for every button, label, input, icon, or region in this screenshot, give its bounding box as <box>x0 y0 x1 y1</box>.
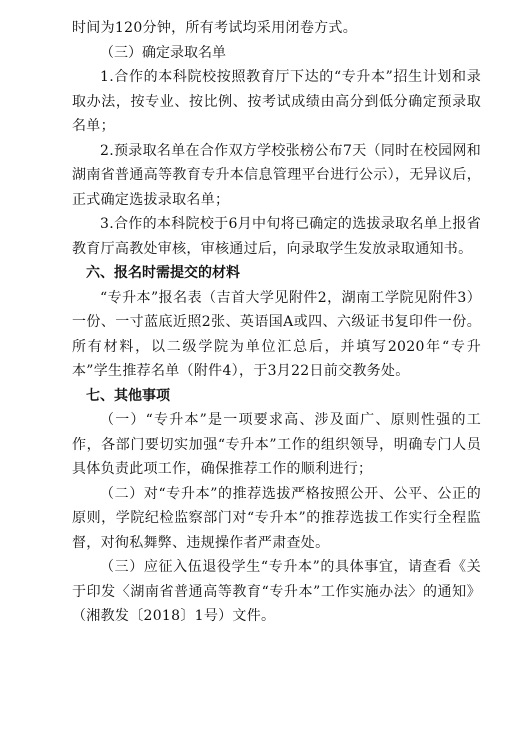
paragraph-admission-3: 3.合作的本科院校于6月中旬将已确定的选拔录取名单上报省教育厅高教处审核，审核通过后，向录取学生发放录取通知书。 <box>72 216 481 257</box>
paragraph-other-1: （一）“专升本”是一项要求高、涉及面广、原则性强的工作，各部门要切实加强“专升本”工作的组织领导，明确专门人员具体负责此项工作，确保推荐工作的顺利进行； <box>72 412 481 477</box>
paragraph-other-3: （三）应征入伍退役学生“专升本”的具体事宜，请查看《关于印发〈湖南省普通高等教育“专升本”工作实施办法〉的通知》（湘教发〔2018〕1号）文件。 <box>72 559 481 624</box>
heading-section-6: 六、报名时需提交的材料 <box>86 265 240 281</box>
paragraph-other-2: （二）对“专升本”的推荐选拔严格按照公开、公平、公正的原则，学院纪检监察部门对“专升本”的推荐选拔工作实行全程监督，对徇私舞弊、违规操作者严肃查处。 <box>72 485 481 551</box>
paragraph-admission-1: 1.合作的本科院校按照教育厅下达的“专升本”招生计划和录取办法，按专业、按比例、按考试成绩由高分到低分确定预录取名单； <box>72 69 481 134</box>
paragraph-admission-2: 2.预录取名单在合作双方学校张榜公布7天（同时在校园网和湖南省普通高等教育专升本信息管理平台进行公示），无异议后，正式确定选拔录取名单； <box>72 142 481 208</box>
heading-section-7: 七、其他事项 <box>86 387 170 404</box>
subheading-admission-list: （三）确定录取名单 <box>100 44 226 61</box>
paragraph-materials: “专升本”报名表（吉首大学见附件2，湖南工学院见附件3）一份、一寸蓝底近照2张、英语国A或四、六级证书复印件一份。所有材料，以二级学院为单位汇总后，并填写2020年“专升本”学生推荐名单（附件4），于3月22日前交教务处。 <box>72 289 481 379</box>
paragraph-exam-duration: 时间为120分钟，所有考试均采用闭卷方式。 <box>72 20 358 36</box>
